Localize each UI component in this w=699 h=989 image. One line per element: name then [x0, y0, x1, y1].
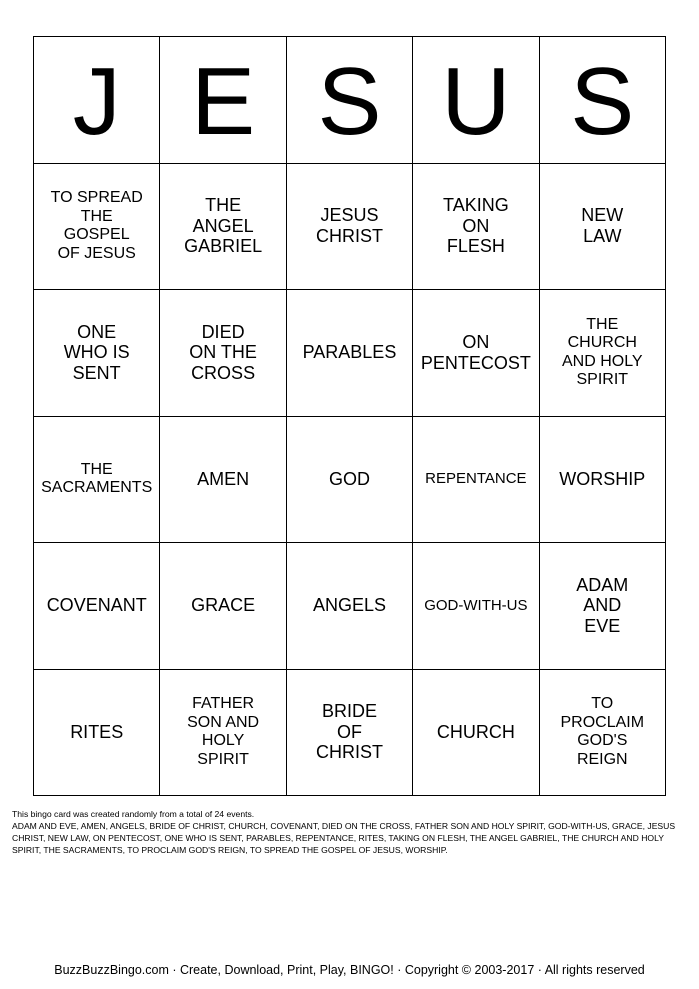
cell-text: BRIDE OF CHRIST [315, 701, 383, 763]
cell-text: REPENTANCE [425, 470, 527, 488]
cell-text: THE ANGEL GABRIEL [184, 195, 263, 257]
bingo-cell [539, 290, 665, 417]
cell-text: ONE WHO IS SENT [63, 321, 130, 383]
cell-text: JESUS CHRIST [315, 205, 383, 247]
bingo-cell [286, 416, 412, 543]
bingo-cell [539, 543, 665, 670]
footer-note-line: This bingo card was created randomly from a total of 24 events. [12, 809, 255, 819]
bingo-cell [413, 416, 539, 543]
bingo-cell [286, 543, 412, 670]
bingo-card [33, 36, 666, 796]
bingo-cell [413, 543, 539, 670]
cell-text: GOD-WITH-US [424, 596, 528, 614]
bingo-cell [34, 163, 160, 290]
bingo-row [34, 416, 666, 543]
bingo-cell [539, 416, 665, 543]
cell-text: RITES [70, 721, 124, 742]
bingo-row [34, 290, 666, 417]
cell-text: TAKING ON FLESH [443, 195, 509, 257]
bingo-row [34, 669, 666, 796]
bingo-cell [34, 669, 160, 796]
bingo-cell [160, 290, 286, 417]
cell-text: ANGELS [312, 595, 386, 616]
cell-text: NEW LAW [581, 205, 624, 247]
cell-text: CHURCH [436, 721, 515, 742]
bingo-cell [160, 416, 286, 543]
header-row [34, 37, 666, 164]
cell-text: TO PROCLAIM GOD'S REIGN [560, 695, 645, 768]
bingo-cell [286, 290, 412, 417]
cell-text: TO SPREAD THE GOSPEL OF JESUS [50, 189, 143, 262]
cell-text: GOD [328, 468, 370, 489]
cell-text: COVENANT [46, 595, 147, 616]
bingo-cell [413, 163, 539, 290]
bingo-cell [539, 163, 665, 290]
footer-events-list: ADAM AND EVE, AMEN, ANGELS, BRIDE OF CHRIST, CHURCH, COVENANT, DIED ON THE CROSS, FATHER SON AND HOLY SPIRIT, GOD-WITH-US, GRACE, JESUS CHRIST, NEW LAW, ON PENTECOST, ONE WHO IS SENT, PARABLES, REPENTANCE, RITES, TAKING ON FLESH, THE ANGEL GABRIEL, THE CHURCH AND HOLY SPIRIT, THE SACRAMENTS, TO PROCLAIM GOD'S REIGN, TO SPREAD THE GOSPEL OF JESUS, WORSHIP. [12, 821, 676, 855]
bingo-cell [286, 669, 412, 796]
bingo-cell [413, 290, 539, 417]
bingo-cell [160, 669, 286, 796]
bingo-row [34, 163, 666, 290]
cell-text: WORSHIP [559, 468, 646, 489]
cell-text: ON PENTECOST [420, 331, 531, 373]
bingo-cell [160, 163, 286, 290]
cell-text: ADAM AND EVE [576, 574, 629, 636]
bingo-row [34, 543, 666, 670]
cell-text: THE SACRAMENTS [41, 460, 153, 497]
cell-text: GRACE [191, 595, 256, 616]
header-letter: E [160, 37, 286, 164]
cell-text: PARABLES [302, 342, 397, 363]
footer-note [12, 808, 692, 856]
header-letter: U [413, 37, 539, 164]
bingo-cell [34, 416, 160, 543]
bingo-cell [34, 290, 160, 417]
bingo-cell [539, 669, 665, 796]
header-letter: S [286, 37, 412, 164]
bingo-cell [160, 543, 286, 670]
cell-text: AMEN [197, 468, 250, 489]
cell-text: FATHER SON AND HOLY SPIRIT [187, 695, 260, 768]
bingo-cell [34, 543, 160, 670]
bingo-cell [413, 669, 539, 796]
cell-text: THE CHURCH AND HOLY SPIRIT [561, 315, 643, 389]
bingo-cell [286, 163, 412, 290]
header-letter: S [539, 37, 665, 164]
copyright: BuzzBuzzBingo.com · Create, Download, Print, Play, BINGO! · Copyright © 2003-2017 · All rights reserved [54, 963, 645, 977]
cell-text: DIED ON THE CROSS [189, 321, 257, 383]
header-letter: J [34, 37, 160, 164]
